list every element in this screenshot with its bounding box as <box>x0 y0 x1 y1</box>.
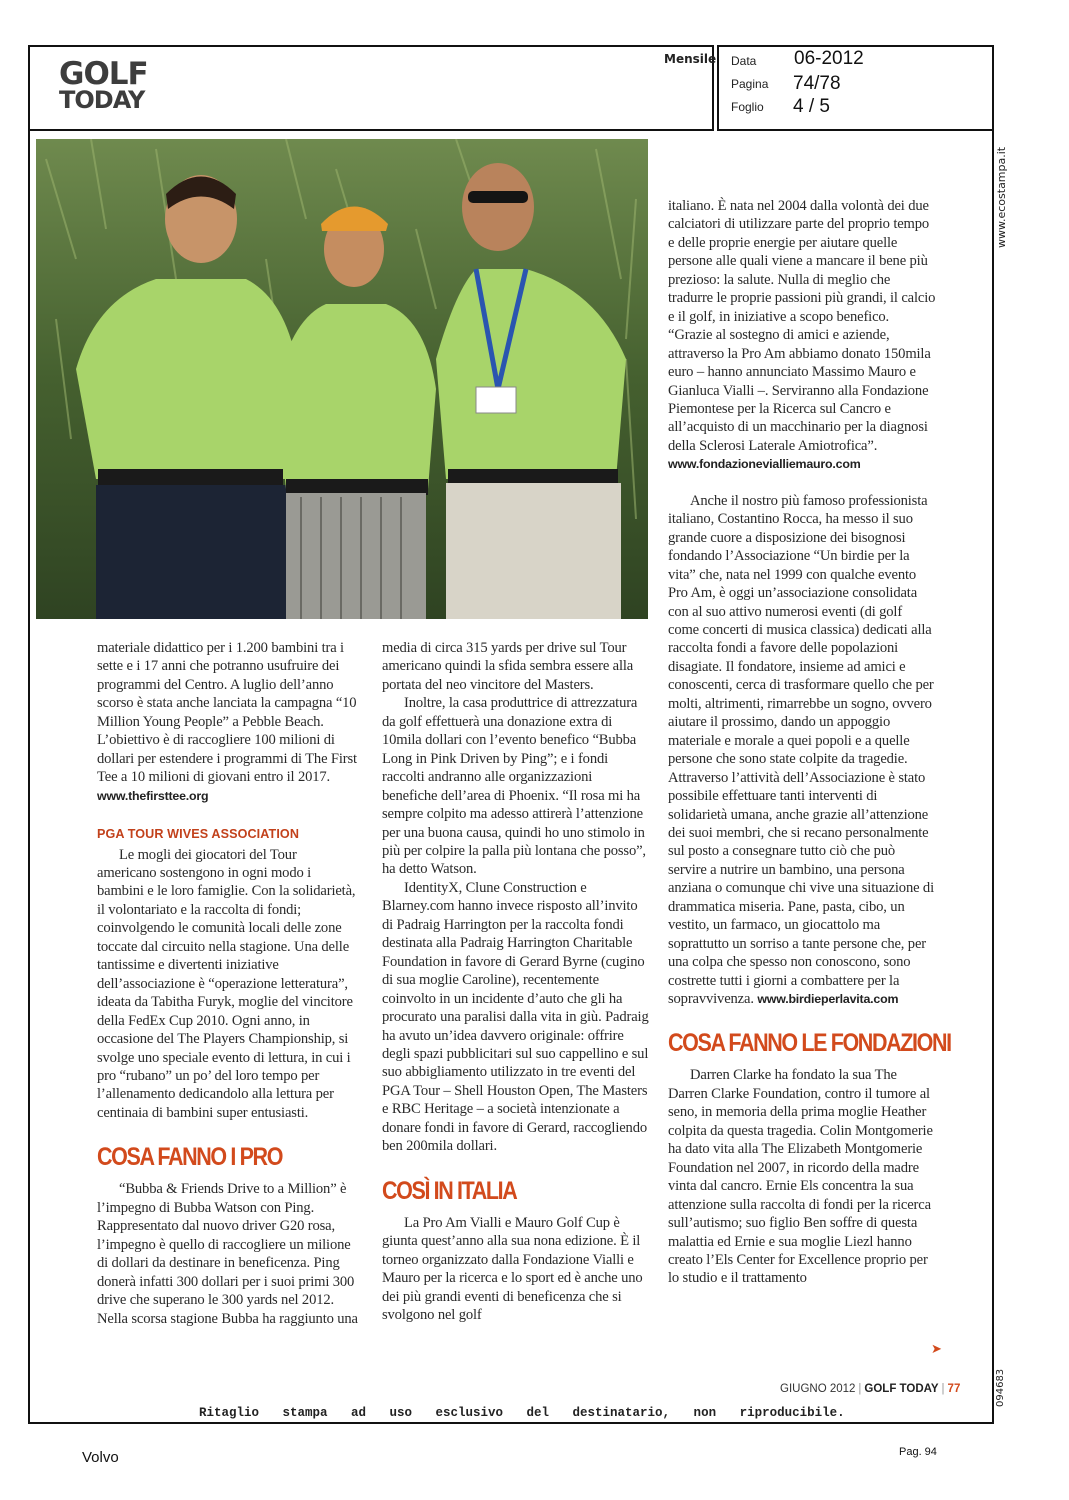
hero-photo <box>36 139 648 619</box>
footer-separator-2: | <box>941 1383 945 1395</box>
col2-paragraph-1: media di circa 315 yards per drive sul Tour americano quindi la sfida sembra essere alla portata del neo vincitore del Masters. <box>382 640 634 693</box>
side-url-text: www.ecostampa.it <box>995 146 1008 248</box>
footer-page-number: 77 <box>947 1383 961 1395</box>
photo-illustration <box>36 139 648 619</box>
col2-paragraph-2: Inoltre, la casa produttrice di attrezzatura da golf effettuerà una donazione extra di 10mila dollari con l’evento benefico “Bubba Long in Pink Driven by Ping”; e i fondi raccolti andranno alle organizzazioni benefiche dell’area di Phoenix. “Il rosa mi ha sempre colpito ma adesso attirerà l’attenzione per una buona causa, quindi ho uno stimolo in più per colpire la palla più lontana che posso”, ha detto Watson. <box>382 695 646 878</box>
footer-issue: GIUGNO 2012 <box>780 1383 856 1395</box>
col1-paragraph-1 <box>97 639 359 805</box>
foglio-value: 4 / 5 <box>793 96 830 117</box>
col1-paragraph-3: “Bubba & Friends Drive to a Million” è l’impegno di Bubba Watson con Ping. Rappresentato dal nuovo driver G20 rosa, l’impegno è quello di raccogliere un milione di dollari da destinare in beneficenza. Ping donerà infatti 300 dollari per i suoi primi 300 drive che superano le 300 yards nel 2012. Nella scorsa stagione Bubba ha raggiunto una <box>97 1181 358 1327</box>
data-value: 06-2012 <box>794 48 864 69</box>
client-name: Volvo <box>82 1449 119 1466</box>
logo-line-2: TODAY <box>59 85 145 114</box>
col1-p1-text: materiale didattico per i 1.200 bambini tra i sette e i 17 anni che potranno usufruire dei programmi del Centro. A luglio dell’anno scorso è stata anche lanciata la campagna “10 Million Young People” a Pebble Beach. L’obiettivo è di raccogliere 100 milioni di dollari per estendere i programmi di The First Tee a 10 milioni di giovani entro il 2017. <box>97 640 357 786</box>
golf-today-logo <box>59 56 148 114</box>
clipping-page-number: Pag. 94 <box>899 1446 937 1458</box>
article-column-3 <box>668 197 951 1288</box>
firsttee-link[interactable]: www.thefirsttee.org <box>97 788 209 803</box>
pagina-label: Pagina <box>731 77 769 91</box>
col3-p1-text: italiano. È nata nel 2004 dalla volontà dei due calciatori di utilizzare parte del proprio tempo e delle proprie energie per aiutare quelle persone alle quali viene a mancare il bene più prezioso: la salute. Nulla di meglio che tradurre le proprie passioni più grandi, il calcio e il golf, in iniziative a scopo benefico. “Grazie al sostegno di amici e aziende, attraverso la Pro Am abbiamo donato 150mila euro – hanno annunciato Massimo Mauro e Gianluca Vialli –. Serviranno alla Fondazione Piemontese per la Ricerca sul Cancro e all’acquisto di un macchinario per la diagnosi della Sclerosi Laterale Amiotrofica”. <box>668 198 936 454</box>
birdie-link[interactable]: www.birdieperlavita.com <box>757 992 899 1007</box>
cosa-fanno-i-pro-heading: COSA FANNO I PRO <box>97 1143 283 1172</box>
col1-paragraph-2: Le mogli dei giocatori del Tour americano sostengono in ogni modo i bambini e le loro famiglie. Con la solidarietà, il volontariato e la raccolta di fondi; coinvolgendo le comunità locali delle zone toccate dal circuito nella stagione. Una delle tantissime e divertenti iniziative dell’associazione è “operazione letteratura”, ideata da Tabitha Furyk, moglie del vincitore della FedEx Cup 2010. Ogni anno, in occasione del The Players Championship, si svolge uno speciale evento di lettura, in cui i pro “rubano” un po’ del loro tempo per l’allenamento dedicandolo alla lettura per centinaia di bambini super entusiasti. <box>97 846 356 1121</box>
col2-paragraph-4: La Pro Am Vialli e Mauro Golf Cup è giunta quest’anno alla sua nona edizione. È il torneo organizzato dalla Fondazione Vialli e Mauro per la ricerca e lo sport ed è anche uno dei più grandi eventi di beneficenza che si svolgono nel golf <box>382 1214 643 1323</box>
disclaimer: Ritaglio stampa ad uso esclusivo del destinatario, non riproducibile. <box>199 1406 845 1420</box>
col3-p2-text: Anche il nostro più famoso professionista italiano, Costantino Rocca, ha messo il suo grande cuore a disposizione dei bisognosi fondando l’Associazione “Un birdie per la vita” che, nata nel 1999 con qualche evento Pro Am, è oggi un’associazione consolidata con al suo attivo numerosi eventi (di golf come concerti di musica classica) dedicati alla raccolta fondi a favore delle popolazioni disagiate. Il fondatore, insieme ad amici e conoscenti, cerca di trasformare quello che per molti, altrimenti, rimarrebbe un sogno, ovvero aiutare il prossimo, dando un appoggio materiale e morale a quei popoli e a quelle persone che sono state colpite da tragedie. Attraverso l’attività dell’Associazione è stato possibile effettuare tanti interventi di solidarietà umana, anche grazie all’attenzione dei suoi membri, che si recano personalmente sul posto a consegnare tutto ciò che può servire a nutrire un bambino, una persona anziana o comunque chi vive una situazione di drammatica miseria. Pane, pasta, cibo, un vestito, un farmaco, un giocattolo ma soprattutto un sorriso a tante persone che, per una colpa che spesso non conoscono, sono costrette tutti i giorni a combattere per la sopravvivenza. <box>668 492 934 1008</box>
side-url <box>995 148 1009 258</box>
cosi-in-italia-heading: COSÌ IN ITALIA <box>382 1176 517 1205</box>
col3-paragraph-1 <box>668 197 936 474</box>
footer-separator: | <box>858 1383 862 1395</box>
col3-paragraph-2 <box>668 492 936 1009</box>
cosa-fanno-le-fondazioni-heading: COSA FANNO LE FONDAZIONI <box>668 1029 951 1058</box>
continue-arrow-icon: ➤ <box>931 1342 942 1357</box>
footer-publication: GOLF TODAY <box>864 1383 939 1395</box>
foglio-label: Foglio <box>731 100 764 114</box>
article-column-2 <box>382 639 650 1324</box>
pagina-value: 74/78 <box>793 73 841 94</box>
logo-line-1: GOLF <box>59 56 148 92</box>
side-code-text: 094683 <box>995 1368 1006 1407</box>
col3-paragraph-3: Darren Clarke ha fondato la sua The Darren Clarke Foundation, contro il tumore al seno, in memoria della prima moglie Heather colpita da questa tragedia. Colin Montgomerie ha dato vita alla The Elizabeth Montgomerie Foundation nel 2007, in ricordo della madre vinta dal cancro. Ernie Els concentra la sua attenzione sulla raccolta di fondi per la ricerca sull’autismo; suo figlio Ben soffre di questa malattia ed Ernie e sua moglie Liezl hanno creato l’Els Center for Excellence proprio per lo studio e il trattamento <box>668 1067 933 1287</box>
data-label: Data <box>731 54 757 68</box>
frequency-label: Mensile <box>664 52 717 66</box>
pga-wives-subheading: PGA TOUR WIVES ASSOCIATION <box>97 827 300 842</box>
fondazione-link[interactable]: www.fondazionevialliemauro.com <box>668 457 861 472</box>
col2-paragraph-3: IdentityX, Clune Construction e Blarney.com hanno invece risposto all’invito di Padraig Harrington per la raccolta fondi destinata alla Padraig Harrington Charitable Foundation in favore di Gerard Byrne (cugino di sua moglie Caroline), recentemente coinvolto in un incidente d’auto che gli ha procurato una paralisi dalla vita in giù. Padraig ha avuto un’idea davvero originale: offrire degli spazi pubblicitari sul suo cappellino e sul suo abbigliamento utilizzato in tre eventi del PGA Tour – Shell Houston Open, The Masters e RBC Heritage – a società intenzionate a donare fondi in favore di Gerard, raccogliendo ben 200mila dollari. <box>382 879 649 1155</box>
page-footer <box>780 1383 960 1395</box>
side-code <box>995 1363 1009 1411</box>
article-column-1 <box>97 639 359 1328</box>
